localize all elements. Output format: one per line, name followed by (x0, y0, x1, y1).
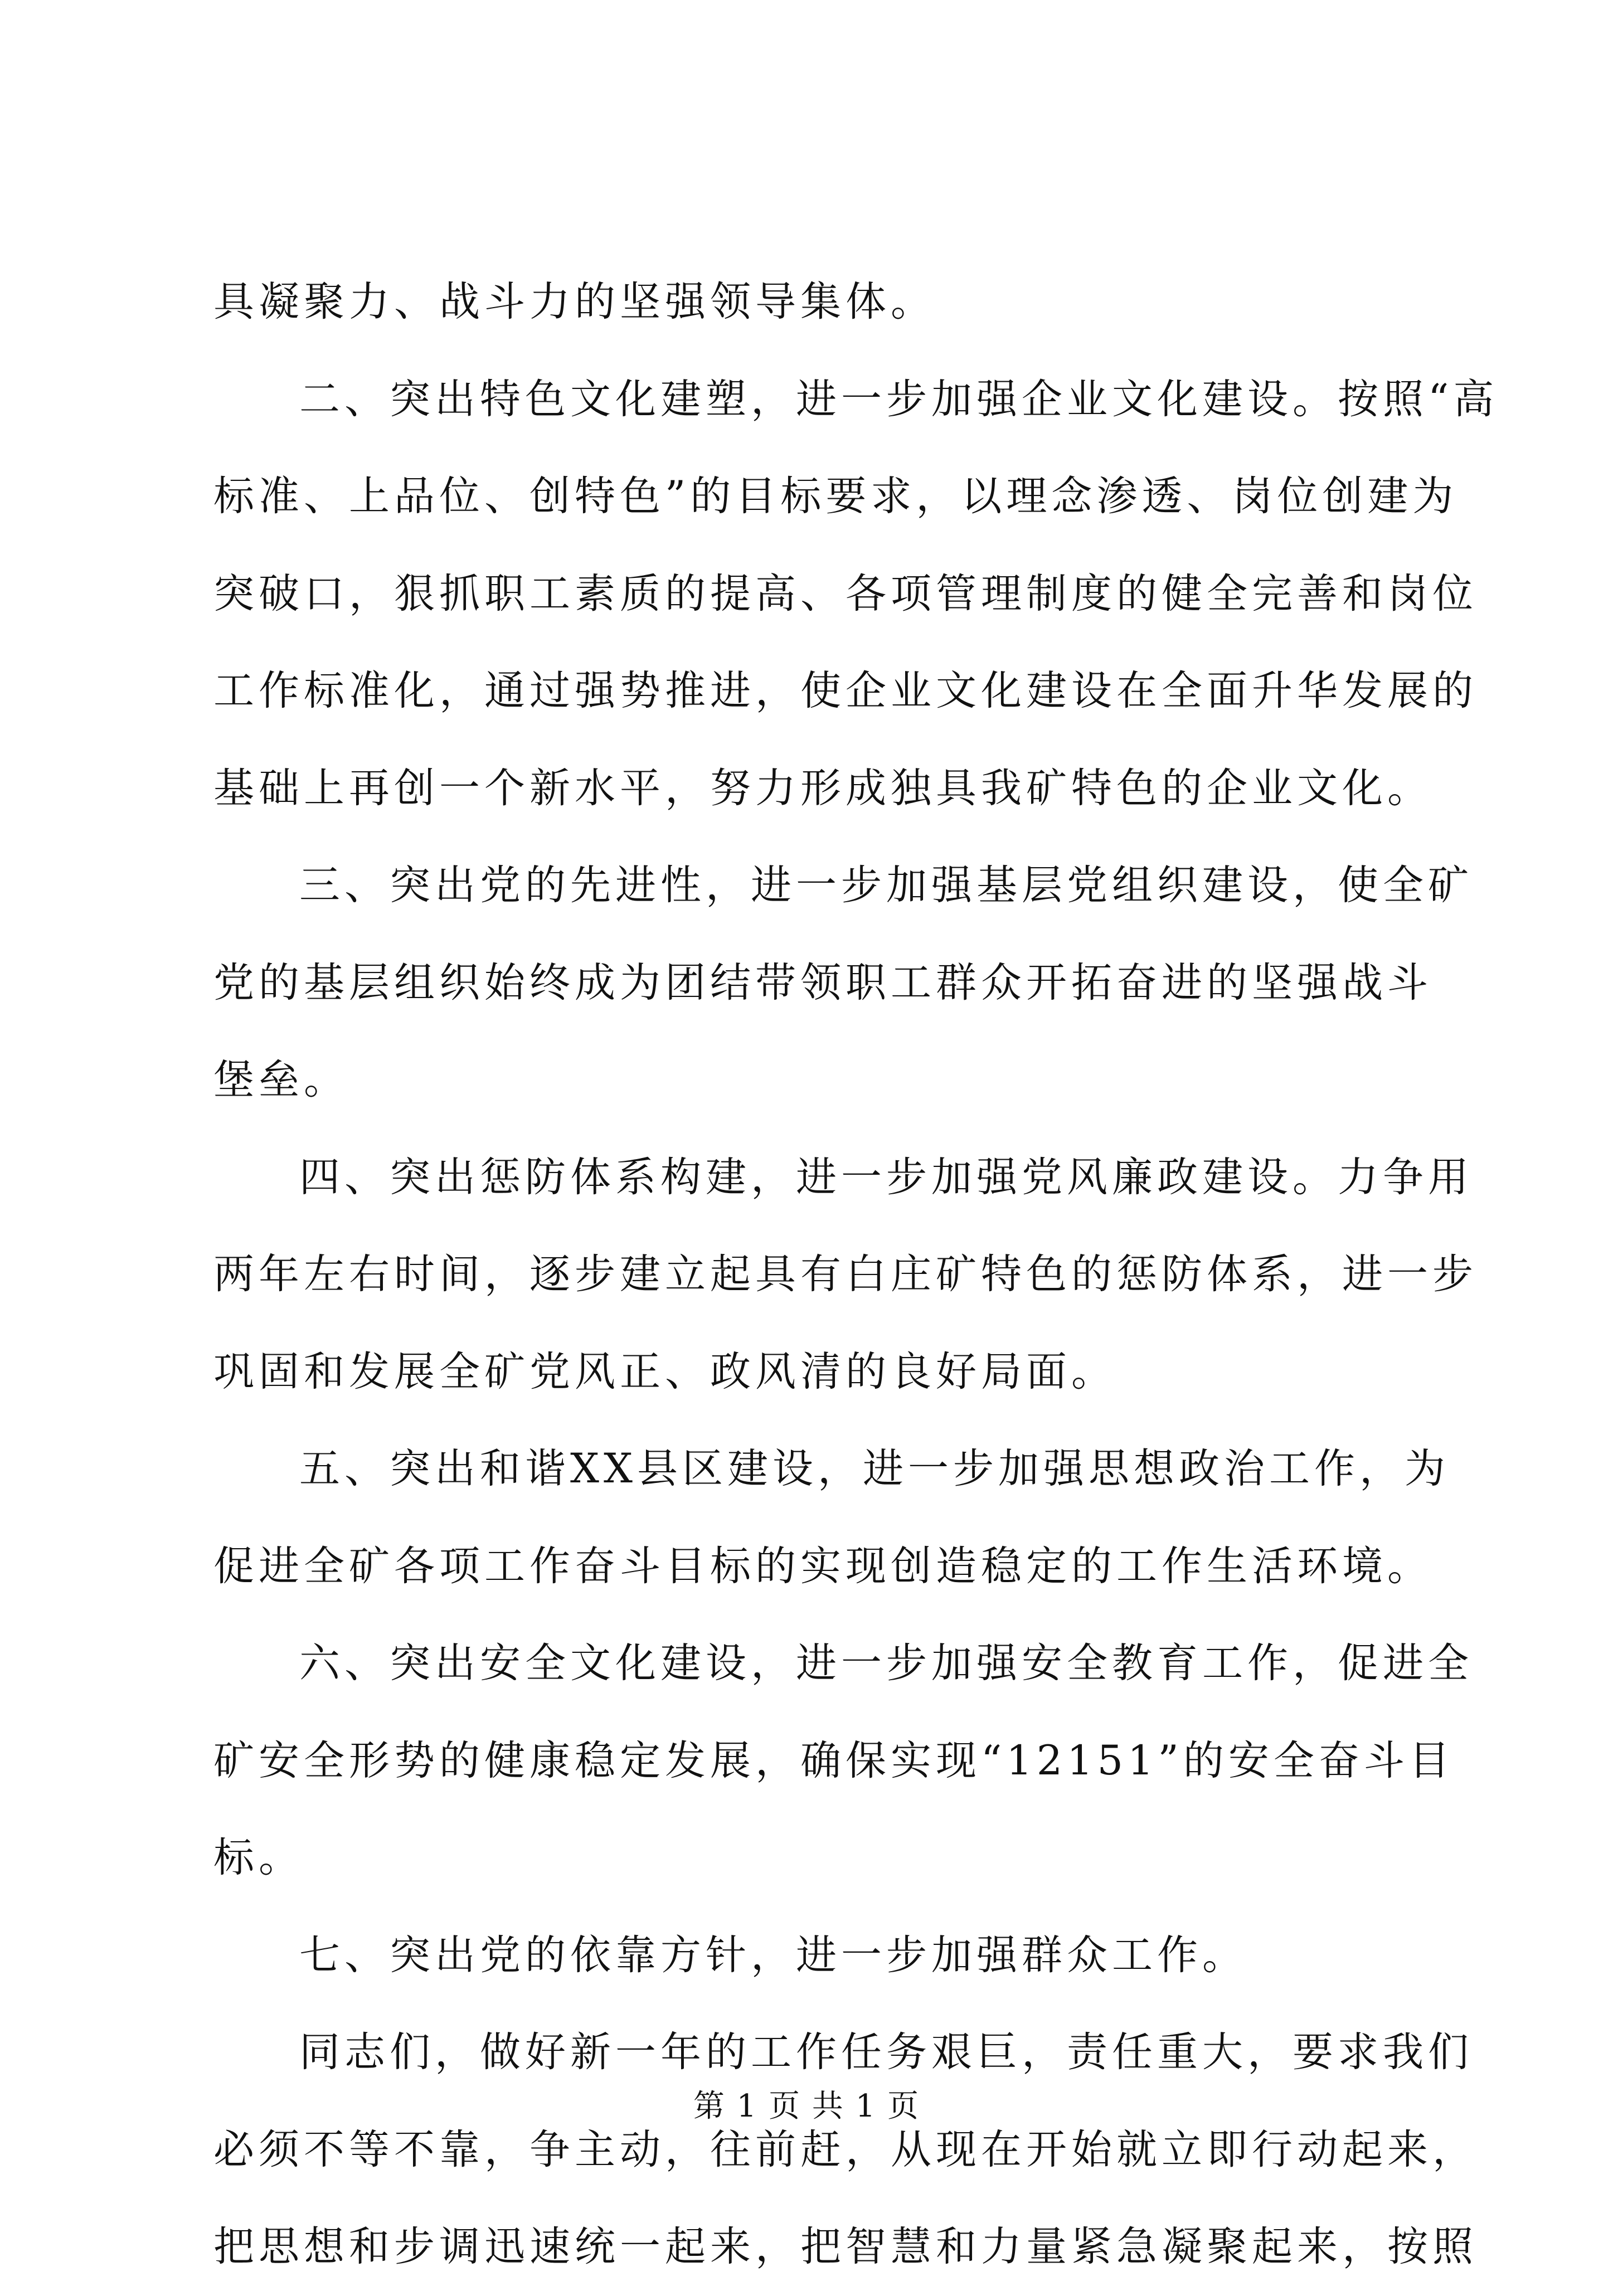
text-line: 两年左右时间，逐步建立起具有白庄矿特色的惩防体系，进一步 (213, 1251, 1478, 1298)
page-number-label: 第 1 页 共 1 页 (693, 2088, 920, 2124)
text-line: 党的基层组织始终成为团结带领职工群众开拓奋进的坚强战斗 (213, 959, 1432, 1006)
text-line: 二、突出特色文化建塑，进一步加强企业文化建设。按照“高 (299, 375, 1499, 423)
document-body (213, 254, 1499, 2296)
text-line: 工作标准化，通过强势推进，使企业文化建设在全面升华发展的 (213, 667, 1478, 714)
text-line: 具凝聚力、战斗力的坚强领导集体。 (213, 278, 936, 325)
text-line: 同志们，做好新一年的工作任务艰巨，责任重大，要求我们 (299, 2029, 1473, 2076)
text-line: 促进全矿各项工作奋斗目标的实现创造稳定的工作生活环境。 (213, 1542, 1432, 1590)
text-line: 六、突出安全文化建设，进一步加强安全教育工作，促进全 (299, 1640, 1473, 1687)
text-line: 四、突出惩防体系构建，进一步加强党风廉政建设。力争用 (299, 1153, 1473, 1201)
text-line: 标准、上品位、创特色”的目标要求，以理念渗透、岗位创建为 (213, 473, 1458, 520)
text-line: 五、突出和谐XX县区建设，进一步加强思想政治工作，为 (299, 1445, 1450, 1492)
page-footer (0, 2084, 1613, 2129)
text-line: 基础上再创一个新水平，努力形成独具我矿特色的企业文化。 (213, 764, 1432, 812)
text-line: 堡垒。 (213, 1056, 349, 1103)
text-line: 矿安全形势的健康稳定发展，确保实现“12151”的安全奋斗目 (213, 1736, 1454, 1784)
text-line: 把思想和步调迅速统一起来，把智慧和力量紧急凝聚起来，按照 (213, 2223, 1478, 2270)
text-line: 巩固和发展全矿党风正、政风清的良好局面。 (213, 1348, 1116, 1395)
text-line: 标。 (213, 1834, 304, 1881)
text-line: 三、突出党的先进性，进一步加强基层党组织建设，使全矿 (299, 862, 1473, 909)
text-line: 七、突出党的依靠方针，进一步加强群众工作。 (299, 1931, 1247, 1979)
text-line: 必须不等不靠，争主动，往前赶，从现在开始就立即行动起来， (213, 2125, 1478, 2173)
text-line: 突破口，狠抓职工素质的提高、各项管理制度的健全完善和岗位 (213, 570, 1478, 617)
